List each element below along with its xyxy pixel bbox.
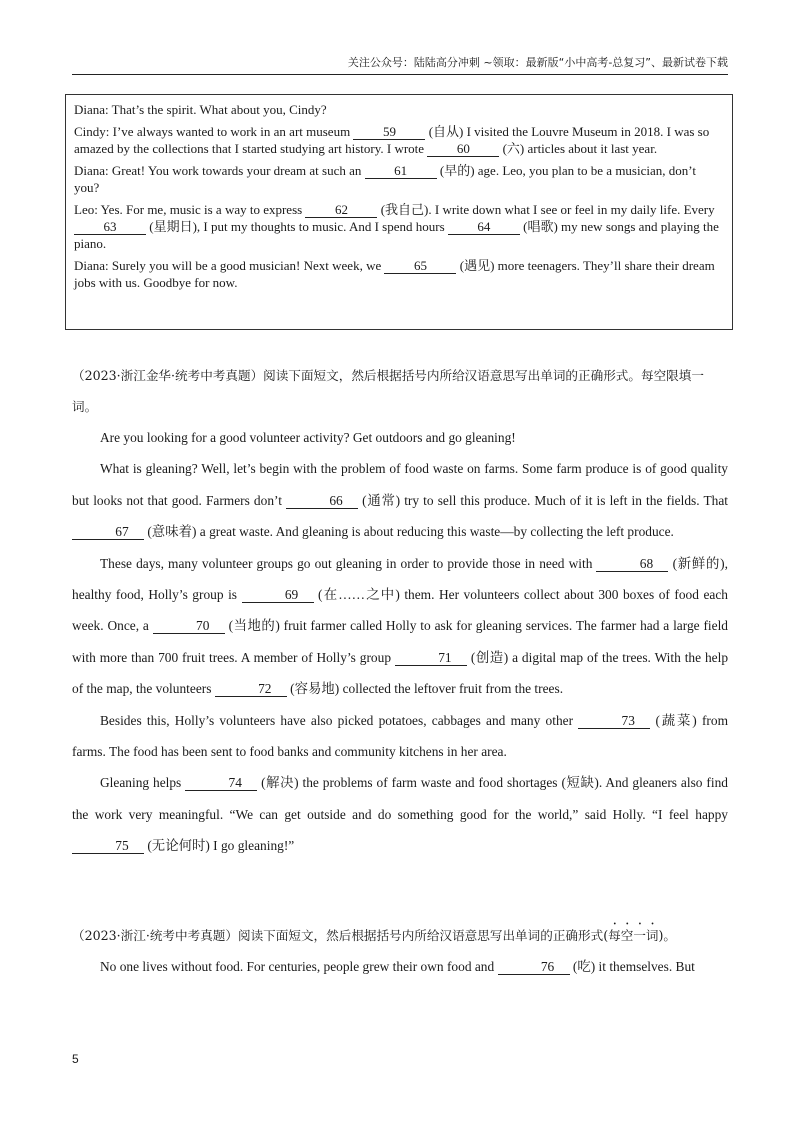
dialogue-text: Cindy: I’ve always wanted to work in an art museum (74, 124, 354, 139)
dialogue-line (74, 201, 724, 252)
blank-75[interactable]: 75 (72, 839, 144, 854)
hint-text: (星期日), I put my thoughts to music. And I spend hours (146, 219, 448, 234)
hint-text: (在……之中) them. Her volunteers collect about 300 boxes of food each week. Once, a (72, 587, 728, 634)
paragraph (72, 705, 728, 768)
blank-68[interactable]: 68 (596, 557, 668, 572)
hint-text: (解决) the problems of farm waste and food shortages (短缺). And gleaners also find the work very meaningful. “We can get outside and do something good for the world,” said Holly. “I feel happy (72, 775, 728, 822)
hint-text: (早的) age. Leo, you plan to be a musician, don’t you? (74, 163, 696, 195)
blank-69[interactable]: 69 (242, 588, 314, 603)
blank-73[interactable]: 73 (578, 714, 650, 729)
blank-76[interactable]: 76 (498, 960, 570, 975)
dialogue-text: Diana: Great! You work towards your dream at such an (74, 163, 365, 178)
dialogue-line (74, 257, 724, 291)
paragraph (72, 453, 728, 547)
hint-text: (自从) I visited the Louvre Museum in 2018. I was so amazed by the collections that I started studying art history. I wrote (74, 124, 710, 156)
passage-2-instructions: （2023·浙江金华·统考中考真题）阅读下面短文，然后根据括号内所给汉语意思写出单词的正确形式。每空限填一词。 (72, 368, 704, 414)
page-number: 5 (72, 1052, 79, 1066)
blank-62[interactable]: 62 (305, 203, 377, 218)
dialogue-line (74, 123, 724, 157)
passage-2 (72, 360, 728, 862)
blank-59[interactable]: 59 (353, 125, 425, 140)
paragraph: Are you looking for a good volunteer activity? Get outdoors and go gleaning! (100, 430, 516, 445)
blank-70[interactable]: 70 (153, 619, 225, 634)
dialogue-line (74, 101, 724, 118)
hint-text: (蔬菜) from farms. The food has been sent to food banks and community kitchens in her area. (72, 712, 728, 760)
passage-3-instructions (72, 920, 728, 951)
hint-text: (容易地) collected the leftover fruit from the trees. (286, 681, 564, 697)
hint-text: (当地的) fruit farmer called Holly to ask for gleaning services. The farmer had a large field with more than 700 fruit trees. A member of Holly’s group (72, 618, 728, 665)
hint-text: (我自己). I write down what I see or feel in my daily life. Every (377, 202, 715, 217)
dialogue-text: Diana: That’s the spirit. What about you, Cindy? (74, 102, 327, 117)
hint-text: (唱歌) my new songs and playing the piano. (74, 219, 719, 251)
blank-71[interactable]: 71 (395, 651, 467, 666)
blank-64[interactable]: 64 (448, 220, 520, 235)
blank-63[interactable]: 63 (74, 220, 146, 235)
hint-text: (通常) try to sell this produce. Much of it is left in the fields. That (358, 492, 728, 508)
instructions-text: )。 (658, 928, 677, 943)
blank-65[interactable]: 65 (384, 259, 456, 274)
passage-3 (72, 920, 728, 982)
blank-74[interactable]: 74 (185, 776, 257, 791)
hint-text: (创造) a digital map of the trees. With the help of the map, the volunteers (72, 649, 729, 697)
dialogue-box (65, 94, 733, 330)
paragraph-text: What is gleaning? Well, let’s begin with the problem of food waste on farms. Some farm produce is of good quality but looks not that good. Farmers don’t (72, 461, 728, 508)
hint-text: (六) articles about it last year. (499, 141, 658, 156)
page-header (72, 56, 728, 75)
paragraph-text: No one lives without food. For centuries, people grew their own food and (100, 959, 498, 974)
paragraph-text: Gleaning helps (100, 775, 186, 791)
dialogue-line (74, 162, 724, 196)
paragraph (72, 951, 728, 982)
instructions-text: （2023·浙江·统考中考真题）阅读下面短文，然后根据括号内所给汉语意思写出单词的正确形式( (72, 928, 609, 943)
blank-66[interactable]: 66 (286, 494, 358, 509)
emphasized-text: 每空一词 (608, 928, 659, 943)
paragraph (72, 548, 728, 705)
hint-text: (吃) it themselves. But (569, 959, 695, 974)
hint-text: (意味着) a great waste. And gleaning is about reducing this waste—by collecting the left produce. (144, 524, 674, 540)
hint-text: (新鲜的), healthy food, Holly’s group is (72, 555, 728, 603)
blank-60[interactable]: 60 (427, 142, 499, 157)
blank-61[interactable]: 61 (365, 164, 437, 179)
hint-text: (遇见) more teenagers. They’ll share their dream jobs with us. Goodbye for now. (74, 258, 715, 290)
paragraph (72, 767, 728, 861)
header-text: 关注公众号：陆陆高分冲刺 ~领取：最新版“小中高考-总复习”、最新试卷下载 (347, 56, 728, 69)
dialogue-text: Diana: Surely you will be a good musician! Next week, we (74, 258, 385, 273)
paragraph-text: Besides this, Holly’s volunteers have also picked potatoes, cabbages and many other (100, 712, 579, 728)
blank-72[interactable]: 72 (215, 682, 287, 697)
blank-67[interactable]: 67 (72, 525, 144, 540)
hint-text: (无论何时) I go gleaning!” (144, 838, 295, 854)
paragraph-text: These days, many volunteer groups go out gleaning in order to provide those in need with (100, 555, 597, 571)
dialogue-text: Leo: Yes. For me, music is a way to express (74, 202, 306, 217)
